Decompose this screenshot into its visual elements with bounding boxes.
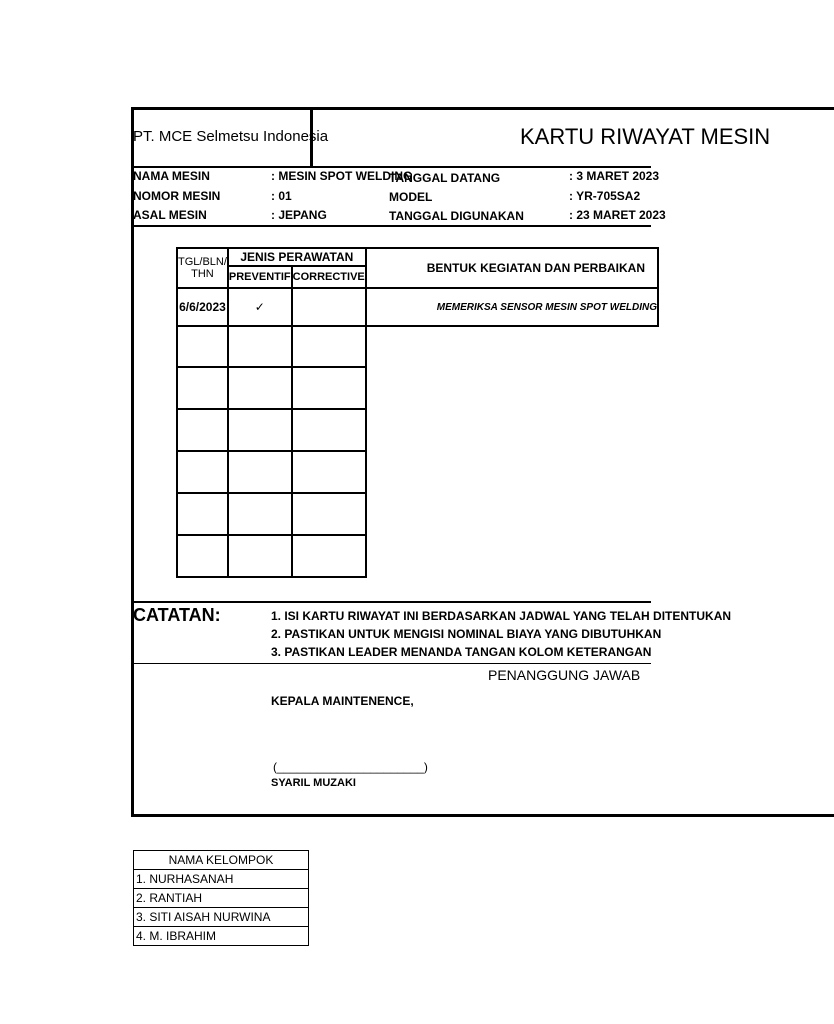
col-header-activity: BENTUK KEGIATAN DAN PERBAIKAN <box>366 248 658 288</box>
group-member: 1. NURHASANAH <box>134 870 309 889</box>
row-date: 6/6/2023 <box>177 288 228 326</box>
signature-blank: (______________________) <box>273 760 428 774</box>
usage-date-value: : 23 MARET 2023 <box>569 208 666 222</box>
group-members-table <box>133 850 309 946</box>
machine-origin-label: ASAL MESIN <box>133 208 207 222</box>
model-label: MODEL <box>389 190 433 204</box>
notes-top-line <box>131 601 651 603</box>
usage-date-label: TANGGAL DIGUNAKAN <box>389 209 524 223</box>
col-header-maintenance-type: JENIS PERAWATAN <box>228 248 366 266</box>
table-row <box>177 288 658 326</box>
signature-role: KEPALA MAINTENENCE, <box>271 694 414 708</box>
group-member: 2. RANTIAH <box>134 889 309 908</box>
machine-number-value: : 01 <box>271 189 292 203</box>
machine-name-label: NAMA MESIN <box>133 169 210 183</box>
signature-name: SYARIL MUZAKI <box>271 777 356 789</box>
info-bottom-line <box>131 225 651 227</box>
notes-bottom-line <box>131 663 651 664</box>
model-value: : YR-705SA2 <box>569 189 641 203</box>
page-title: KARTU RIWAYAT MESIN <box>520 124 771 149</box>
col-header-corrective: CORRECTIVE <box>292 266 366 288</box>
row-preventif-check: ✓ <box>228 288 292 326</box>
note-item-3: 3. PASTIKAN LEADER MENANDA TANGAN KOLOM KETERANGAN <box>271 645 652 659</box>
group-title: NAMA KELOMPOK <box>134 851 309 870</box>
company-name: PT. MCE Selmetsu Indonesia <box>133 128 329 145</box>
header-bottom-line <box>131 166 651 168</box>
note-item-2: 2. PASTIKAN UNTUK MENGISI NOMINAL BIAYA YANG DIBUTUHKAN <box>271 627 662 641</box>
table-row-empty <box>177 326 658 367</box>
col-header-preventif: PREVENTIF <box>228 266 292 288</box>
notes-heading: CATATAN: <box>133 605 221 625</box>
group-member: 3. SITI AISAH NURWINA <box>134 908 309 927</box>
col-header-date: TGL/BLN/ THN <box>177 248 228 288</box>
arrival-date-value: : 3 MARET 2023 <box>569 169 660 183</box>
group-member: 4. M. IBRAHIM <box>134 927 309 946</box>
responsible-heading: PENANGGUNG JAWAB <box>488 667 641 683</box>
arrival-date-label: TANGGAL DATANG <box>389 171 501 185</box>
maintenance-record-table <box>176 247 659 578</box>
machine-name-value: : MESIN SPOT WELDING <box>271 169 413 183</box>
machine-origin-value: : JEPANG <box>271 208 327 222</box>
machine-number-label: NOMOR MESIN <box>133 189 221 203</box>
note-item-1: 1. ISI KARTU RIWAYAT INI BERDASARKAN JADWAL YANG TELAH DITENTUKAN <box>271 609 732 623</box>
row-corrective <box>292 288 366 326</box>
row-activity: MEMERIKSA SENSOR MESIN SPOT WELDING <box>366 288 658 326</box>
